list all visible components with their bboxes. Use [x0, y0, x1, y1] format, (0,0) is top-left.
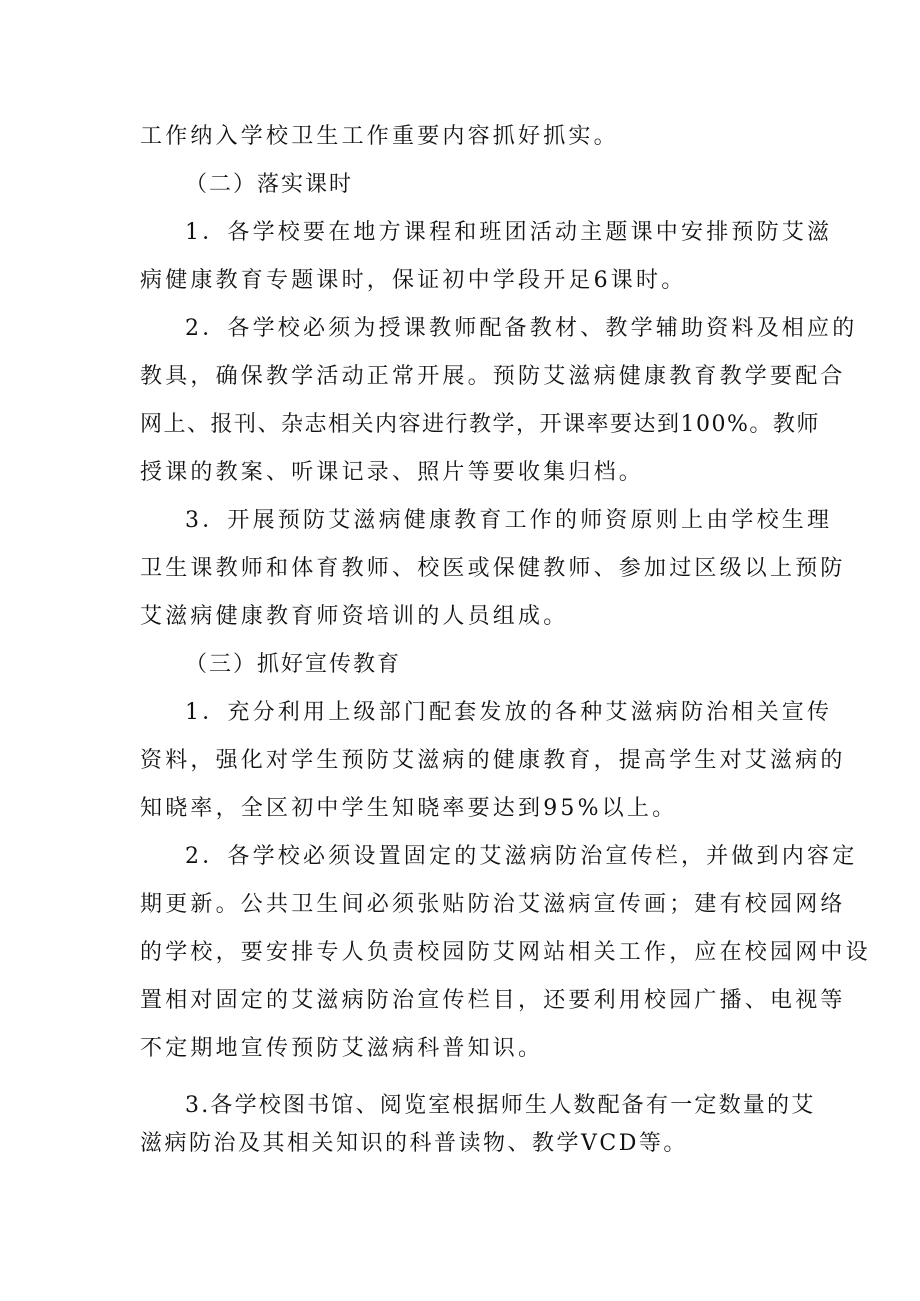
publicity-item-2-line-4: 置相对固定的艾滋病防治宣传栏目，还要利用校园广播、电视等: [140, 988, 846, 1013]
item-2-line-3: 网上、报刊、杂志相关内容进行教学，开课率要达到100%。教师: [140, 412, 820, 437]
item-3-line-1: 3．开展预防艾滋病健康教育工作的师资原则上由学校生理: [185, 508, 833, 533]
publicity-item-1-line-2: 资料，强化对学生预防艾滋病的健康教育，提高学生对艾滋病的: [140, 748, 846, 773]
item-2-line-2: 教具，确保教学活动正常开展。预防艾滋病健康教育教学要配合: [140, 364, 846, 389]
section-heading-3: （三）抓好宣传教育: [185, 652, 402, 677]
item-3-line-2: 卫生课教师和体育教师、校医或保健教师、参加过区级以上预防: [140, 556, 846, 581]
publicity-item-2-line-1: 2．各学校必须设置固定的艾滋病防治宣传栏，并做到内容定: [185, 844, 858, 869]
publicity-item-2-line-3: 的学校，要安排专人负责校园防艾网站相关工作，应在校园网中设: [140, 940, 871, 965]
item-1-line-1: 1．各学校要在地方课程和班团活动主题课中安排预防艾滋: [185, 220, 833, 245]
publicity-item-2-line-5: 不定期地宣传预防艾滋病科普知识。: [140, 1036, 544, 1061]
publicity-item-1-line-1: 1．充分利用上级部门配套发放的各种艾滋病防治相关宣传: [185, 700, 833, 725]
item-2-line-1: 2．各学校必须为授课教师配备教材、教学辅助资料及相应的: [185, 316, 858, 341]
publicity-item-2-line-2: 期更新。公共卫生间必须张贴防治艾滋病宣传画；建有校园网络: [140, 892, 846, 917]
section-heading-2: （二）落实课时: [185, 172, 354, 197]
publicity-item-3-line-1: 3.各学校图书馆、阅览室根据师生人数配备有一定数量的艾: [185, 1093, 816, 1118]
item-1-line-2: 病健康教育专题课时，保证初中学段开足6课时。: [140, 268, 687, 293]
publicity-item-3-line-2: 滋病防治及其相关知识的科普读物、教学VCD等。: [140, 1131, 688, 1156]
publicity-item-1-line-3: 知晓率，全区初中学生知晓率要达到95%以上。: [140, 796, 678, 821]
paragraph-continuation-line: 工作纳入学校卫生工作重要内容抓好抓实。: [140, 124, 619, 149]
item-3-line-3: 艾滋病健康教育师资培训的人员组成。: [140, 604, 569, 629]
item-2-line-4: 授课的教案、听课记录、照片等要收集归档。: [140, 460, 645, 485]
